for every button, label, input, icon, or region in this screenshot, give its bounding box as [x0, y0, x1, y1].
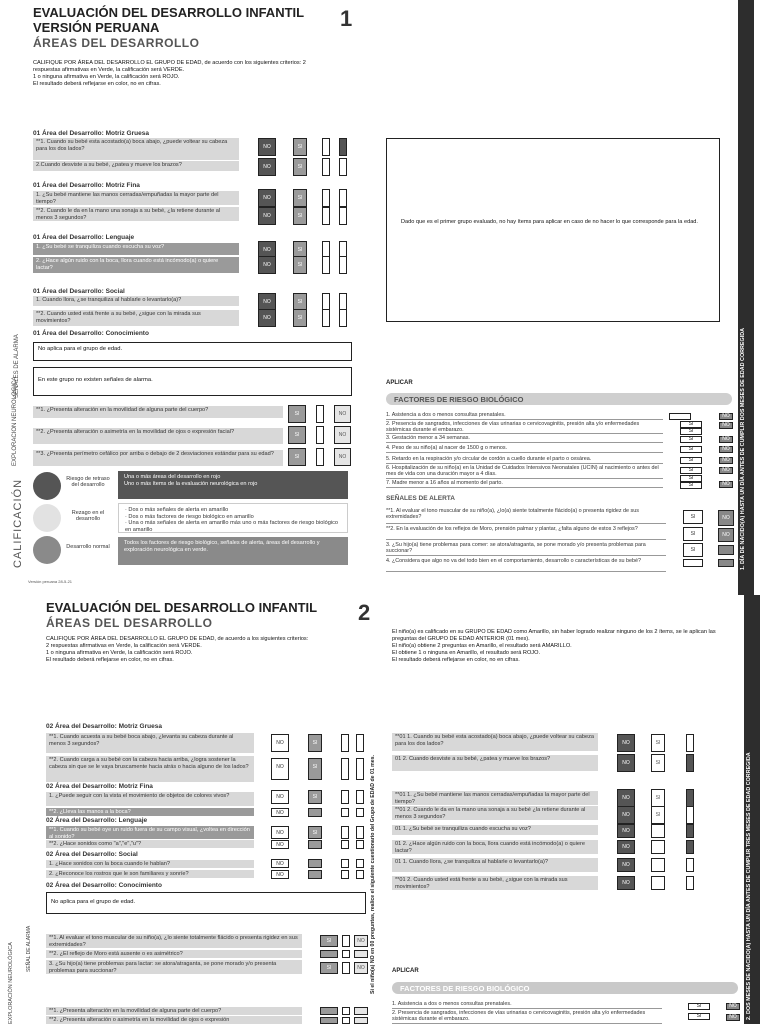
no-box[interactable] [354, 935, 368, 947]
result-box[interactable] [339, 207, 347, 225]
no-box[interactable] [617, 840, 635, 854]
si-box[interactable] [293, 138, 307, 156]
no-label: NO [622, 760, 630, 766]
result-box[interactable] [322, 189, 330, 207]
si-label: SI [312, 794, 318, 800]
instruction-line: 2 respuestas afirmativas en Verde, la calificación será VERDE. [46, 643, 202, 649]
si-label: SI [294, 454, 300, 460]
question-row: **1. Cuando su bebé esta acostado(a) boca abajo, ¿puede voltear su cabeza para los dos lados? [33, 138, 239, 160]
no-label: NO [276, 861, 284, 867]
no-aplica-box: No aplica para el grupo de edad. [46, 892, 366, 914]
si-box[interactable] [293, 256, 307, 274]
result-box[interactable] [356, 826, 364, 839]
no-box[interactable] [718, 559, 734, 567]
result-box[interactable] [339, 138, 347, 156]
no-label: NO [622, 844, 630, 850]
no-label: NO [276, 740, 284, 746]
no-box[interactable] [354, 1017, 368, 1024]
area-title: 01 Área del Desarrollo: Motriz Fina [33, 182, 140, 189]
aplicar-label: APLICAR [392, 968, 419, 974]
version-note: Versión peruana 28-5-21 [28, 579, 73, 584]
question-row: 1. ¿Hace sonidos con la boca cuando le hablan? [46, 860, 254, 868]
no-label: NO [276, 872, 284, 878]
si-box[interactable] [320, 962, 338, 974]
first-group-note: Dado que es el primer grupo evaluado, no hay ítems para aplicar en caso de no hacer lo que corresponde para la edad. [386, 138, 720, 322]
no-box[interactable] [258, 256, 276, 274]
result-box[interactable] [322, 207, 330, 225]
no-label: NO [263, 247, 271, 253]
no-label: NO [276, 794, 284, 800]
si-box[interactable]: SI [680, 482, 702, 489]
si-box[interactable]: SI [680, 475, 702, 482]
si-box[interactable] [320, 935, 338, 947]
neuro-item: **3. ¿Presenta perímetro cefálico por arriba o debajo de 2 desviaciones estándar para su edad? [33, 450, 283, 466]
alarm-box: En este grupo no existen señales de alarma. [33, 367, 352, 396]
no-box[interactable] [617, 754, 635, 772]
si-label: SI [312, 764, 318, 770]
result-box[interactable] [356, 808, 364, 817]
instruction-line: El resultado deberá reflejarse en color, no en cifras. [33, 81, 161, 87]
result-box[interactable] [341, 734, 349, 752]
no-box[interactable] [354, 962, 368, 974]
no-label: NO [276, 842, 284, 848]
si-label: SI [297, 144, 303, 150]
no-label: NO [622, 795, 630, 801]
si-box[interactable] [683, 510, 703, 524]
instruction-line: 1 o ninguna afirmativa en Verde, la calificación será ROJO. [33, 74, 180, 80]
question-row: 01 1. Cuando llora, ¿se tranquiliza al hablarle o levantarlo(a)? [392, 858, 598, 872]
no-box[interactable] [718, 510, 734, 526]
result-box[interactable] [342, 935, 350, 947]
page-title: EVALUACIÓN DEL DESARROLLO INFANTIL [33, 5, 305, 20]
no-box[interactable] [271, 790, 289, 804]
no-box[interactable]: NO [719, 422, 733, 429]
green-circle-icon [33, 536, 61, 564]
si-box[interactable] [651, 876, 665, 890]
risk-item: 4. Peso de su niño(a) al nacer de 1500 g o menos. [386, 445, 663, 453]
area-title: 02 Área del Desarrollo: Conocimiento [46, 882, 162, 889]
no-label: NO [722, 532, 730, 538]
no-label: NO [357, 965, 365, 971]
si-label: SI [297, 195, 303, 201]
result-box[interactable] [686, 858, 694, 872]
si-box[interactable] [288, 448, 306, 466]
si-box[interactable] [293, 207, 307, 225]
no-box[interactable] [617, 824, 635, 838]
si-label: SI [326, 938, 332, 944]
result-box[interactable] [341, 790, 349, 804]
result-box[interactable] [341, 859, 349, 868]
no-box[interactable]: NO [719, 457, 733, 464]
si-box[interactable] [651, 754, 665, 772]
si-box[interactable] [651, 824, 665, 838]
si-label: SI [655, 795, 661, 801]
si-box[interactable] [320, 950, 338, 958]
si-label: SI [690, 547, 696, 553]
question-row: 1. ¿Su bebé mantiene las manos cerradas/empuñadas la mayor parte del tiempo? [33, 191, 239, 205]
no-label: NO [622, 740, 630, 746]
page-number: 1 [340, 6, 353, 31]
result-box[interactable] [686, 824, 694, 838]
si-label: SI [655, 760, 661, 766]
risk-box[interactable] [669, 413, 691, 420]
result-box[interactable] [686, 876, 694, 890]
result-box[interactable] [356, 790, 364, 804]
no-label: NO [357, 938, 365, 944]
no-label: NO [263, 213, 271, 219]
area-title: 01 Área del Desarrollo: Motriz Gruesa [33, 130, 149, 137]
no-box[interactable] [271, 859, 289, 868]
no-label: NO [276, 810, 284, 816]
no-box[interactable] [258, 207, 276, 225]
result-box[interactable] [356, 758, 364, 780]
yellow-circle-icon [33, 504, 61, 532]
result-box[interactable] [356, 734, 364, 752]
no-label: NO [622, 812, 630, 818]
risk-item: 1. Asistencia a dos o menos consultas prenatales. [386, 412, 663, 420]
alarm-label: SEÑAL DE ALARMA [26, 925, 32, 972]
no-box[interactable]: NO [719, 481, 733, 488]
page-subtitle: ÁREAS DEL DESARROLLO [46, 616, 213, 630]
no-box[interactable] [354, 1007, 368, 1015]
instruction-line: El niño(a) obtiene 2 preguntas en Amarillo, el resultado será AMARILLO. [392, 643, 572, 649]
area-title: 02 Área del Desarrollo: Social [46, 851, 138, 858]
page-title-line-2: VERSIÓN PERUANA [33, 20, 160, 35]
question-row: **01 1. ¿Su bebé mantiene las manos cerradas/empuñadas la mayor parte del tiempo? [392, 791, 598, 805]
si-box[interactable] [683, 559, 703, 567]
no-box[interactable]: NO [719, 446, 733, 453]
result-box[interactable] [339, 256, 347, 274]
result-box[interactable] [322, 256, 330, 274]
no-box[interactable] [617, 734, 635, 752]
question-row: 2.Cuando desviste a su bebé, ¿patea y mueve los brazos? [33, 161, 239, 171]
si-label: SI [312, 740, 318, 746]
risk-item: 2. Presencia de sangrados, infecciones de vías urinarias o cervicovaginitis, presión alta y/o enfermedades sistémicas durante el embarazo. [386, 421, 663, 434]
result-box[interactable] [341, 870, 349, 879]
result-box[interactable] [341, 840, 349, 849]
area-title: 01 Área del Desarrollo: Lenguaje [33, 234, 135, 241]
neuro-label: EXPLORACIÓN NEUROLÓGICA [8, 942, 14, 1024]
no-box[interactable] [271, 734, 289, 752]
instruction-line: CALIFIQUE POR ÁREA DEL DESARROLLO EL GRUPO DE EDAD, de acuerdo con los siguientes criterios: 2 respuestas afirmativas en Verde, la calificación será VERDE. [33, 60, 306, 73]
alert-item: **1. Al evaluar el tono muscular de su niño(a), ¿lo(a) siente totalmente flácido(a) o presenta rigidez de sus extremidades? [386, 508, 666, 524]
instruction-line: 1 o ninguna afirmativa en Verde, la calificación será ROJO. [46, 650, 193, 656]
no-box[interactable]: NO [719, 436, 733, 443]
alert-item: 3. ¿Su hijo(a) tiene problemas para comer: se atora/atraganta, se pone morado y/o presenta problemas para succionar? [386, 542, 666, 556]
si-box[interactable] [293, 189, 307, 207]
calificacion-label: CALIFICACIÓN [12, 478, 24, 568]
risk-item: 7. Madre menor a 16 años al momento del parto. [386, 480, 663, 488]
no-label: NO [276, 830, 284, 836]
si-label: SI [312, 830, 318, 836]
question-row: 1. ¿Puede seguir con la vista el movimiento de objetos de colores vivos? [46, 792, 254, 806]
instructions [46, 636, 376, 664]
si-box[interactable] [651, 858, 665, 872]
alarm-item: 3. ¿Su hijo(a) tiene problemas para lactar: se atora/atraganta, se pone morado y/o presenta problemas para succionar? [46, 960, 302, 974]
question-row: 01 2. ¿Hace algún ruido con la boca, llora cuando está incómodo(a) o quiere lactar? [392, 840, 598, 854]
question-row: **2. ¿Hace sonidos como "a","e","u"? [46, 840, 254, 848]
no-label: NO [263, 315, 271, 321]
si-label: SI [690, 531, 696, 537]
no-label: NO [622, 862, 630, 868]
area-title: 01 Área del Desarrollo: Social [33, 288, 125, 295]
side-text: 2. DOS MESES DE NACIDO(A) HASTA UN DÍA ANTES DE CUMPLIR TRES MESES DE EDAD CORREGIDA [746, 752, 752, 1020]
no-box[interactable] [354, 950, 368, 958]
area-title: 01 Área del Desarrollo: Conocimiento [33, 330, 149, 337]
si-box[interactable] [320, 1017, 338, 1024]
no-box[interactable] [334, 448, 351, 466]
no-label: NO [263, 195, 271, 201]
result-box[interactable] [316, 405, 324, 423]
instruction-line: El resultado deberá reflejarse en color, no en cifras. [46, 657, 174, 663]
si-label: SI [294, 432, 300, 438]
area-title: 02 Área del Desarrollo: Lenguaje [46, 817, 148, 824]
result-box[interactable] [322, 309, 330, 327]
no-box[interactable] [617, 858, 635, 872]
no-label: NO [276, 764, 284, 770]
si-box[interactable] [293, 309, 307, 327]
si-box[interactable] [651, 734, 665, 752]
result-box[interactable] [342, 1007, 350, 1015]
no-label: NO [622, 880, 630, 886]
no-box[interactable] [258, 189, 276, 207]
result-box[interactable] [686, 840, 694, 854]
no-box[interactable] [334, 405, 351, 423]
no-label: NO [263, 164, 271, 170]
si-label: SI [297, 247, 303, 253]
neuro-item: **1. ¿Presenta alteración en la movilidad de alguna parte del cuerpo? [33, 406, 283, 418]
alarm-item: **1. Al evaluar el tono muscular de su niño(a), ¿lo siente totalmente flácido o presenta rigidez en sus extremidades? [46, 934, 302, 948]
question-row: **2. Cuando carga a su bebé con la cabeza hacia arriba, ¿logra sostener la cabeza sin que se le vaya bruscamente hacia atrás o hacia alguno de los lados? [46, 756, 254, 782]
si-box[interactable] [308, 758, 322, 780]
no-box[interactable] [271, 758, 289, 780]
question-row: **2. ¿Lleva las manos a la boca? [46, 808, 254, 816]
si-box[interactable] [308, 826, 322, 839]
page-title: EVALUACIÓN DEL DESARROLLO INFANTIL [46, 600, 318, 615]
si-box[interactable] [651, 806, 665, 824]
instruction-line: El obtiene 1 o ninguna en Amarillo, el resultado será ROJO. [392, 650, 541, 656]
question-row: 2. ¿Hace algún ruido con la boca, llora cuando está incómodo(a) o quiere lactar? [33, 257, 239, 273]
alert-item: **2. En la evaluación de los reflejos de Moro, prensión palmar y plantar, ¿falta alguno de estos 3 reflejos? [386, 526, 666, 540]
legend-name: Riesgo de retraso del desarrollo [66, 476, 110, 488]
neuro-item: **2. ¿Presenta alteración o asimetría en la movilidad de ojos o expresión facial? [33, 428, 283, 444]
si-box[interactable] [651, 789, 665, 807]
no-box[interactable]: NO [726, 1003, 740, 1010]
result-box[interactable] [686, 806, 694, 824]
no-box[interactable] [271, 840, 289, 849]
no-label: NO [263, 144, 271, 150]
result-box[interactable] [316, 448, 324, 466]
si-box[interactable]: SI [680, 457, 702, 464]
result-box[interactable] [342, 1017, 350, 1024]
no-label: NO [722, 515, 730, 521]
no-box[interactable] [718, 545, 734, 555]
si-box[interactable] [308, 870, 322, 879]
question-row: **01 1. Cuando su bebé esta acostado(a) boca abajo, ¿puede voltear su cabeza para los dos lados? [392, 733, 598, 751]
legend-name: Rezago en el desarrollo [71, 510, 105, 522]
neuro-item: **1. ¿Presenta alteración en la movilidad de alguna parte del cuerpo? [46, 1007, 302, 1015]
no-box[interactable] [271, 808, 289, 817]
result-box[interactable] [322, 158, 330, 176]
si-box[interactable]: SI [680, 421, 702, 428]
neuro-label: EXPLORACIÓN NEUROLÓGICA [12, 376, 18, 466]
no-box[interactable] [617, 876, 635, 890]
si-box[interactable] [308, 840, 322, 849]
si-label: SI [297, 213, 303, 219]
question-row: **1. Cuando su bebé oye un ruido fuera de su campo visual, ¿voltea en dirección al sonido? [46, 826, 254, 839]
no-aplica-box: No aplica para el grupo de edad. [33, 342, 352, 361]
no-box[interactable] [258, 158, 276, 176]
si-label: SI [297, 299, 303, 305]
legend-text: Todos los factores de riesgo biológico, señales de alerta, áreas del desarrollo y exploración neurológica en verde. [118, 537, 348, 565]
no-box[interactable] [258, 138, 276, 156]
si-box[interactable]: SI [680, 428, 702, 435]
result-box[interactable] [341, 758, 349, 780]
question-row: 1. ¿Su bebé se tranquiliza cuando escucha su voz? [33, 243, 239, 255]
result-box[interactable] [339, 189, 347, 207]
si-label: SI [297, 262, 303, 268]
no-label: NO [263, 262, 271, 268]
result-box[interactable] [342, 950, 350, 958]
si-box[interactable]: SI [680, 467, 702, 474]
result-box[interactable] [686, 734, 694, 752]
no-box[interactable] [617, 806, 635, 824]
no-label: NO [338, 432, 347, 438]
si-box[interactable] [320, 1007, 338, 1015]
no-box[interactable] [718, 528, 734, 542]
result-box[interactable] [339, 158, 347, 176]
alarm-item: **2. ¿El reflejo de Moro está ausente o es asimétrico? [46, 950, 302, 958]
no-box[interactable] [258, 309, 276, 327]
si-box[interactable] [288, 405, 306, 423]
instructions-right [392, 629, 722, 664]
si-box[interactable] [308, 790, 322, 804]
legend-name: Desarrollo normal [66, 544, 110, 550]
question-row: **01 2. Cuando le da en la mano una sonaja a su bebé ¿la retiene durante al menos 3 segundos? [392, 806, 598, 820]
si-label: SI [655, 740, 661, 746]
risk-item: 1. Asistencia a dos o menos consultas prenatales. [392, 1001, 662, 1009]
si-box[interactable] [308, 859, 322, 868]
no-box[interactable] [617, 789, 635, 807]
alert-item: 4. ¿Considera que algo no va del todo bien en el comportamiento, desarrollo o características de su bebé? [386, 558, 666, 572]
no-box[interactable]: NO [719, 413, 733, 420]
legend-text: Una o más áreas del desarrollo en rojo Uno o más ítems de la evaluación neurológica en rojo [118, 471, 348, 499]
red-circle-icon [33, 472, 61, 500]
question-row: **2. Cuando usted está frente a su bebé, ¿sigue con la mirada sus movimientos? [33, 310, 239, 326]
no-box[interactable] [334, 426, 351, 444]
si-box[interactable]: SI [688, 1013, 710, 1020]
question-row: **2. Cuando le da en la mano una sonaja a su bebé, ¿la retiene durante al menos 3 segundos? [33, 207, 239, 221]
question-row: 01 2. Cuando desviste a su bebé, ¿patea y mueve los brazos? [392, 755, 598, 771]
si-label: SI [326, 965, 332, 971]
si-label: SI [297, 164, 303, 170]
si-box[interactable] [288, 426, 306, 444]
si-box[interactable]: SI [680, 436, 702, 443]
result-box[interactable] [356, 859, 364, 868]
page-number: 2 [358, 600, 371, 625]
instructions [33, 60, 333, 88]
question-row: 1. Cuando llora, ¿se tranquiliza al hablarle o levantarlo(a)? [33, 296, 239, 306]
si-label: SI [294, 411, 300, 417]
si-box[interactable] [308, 808, 322, 817]
no-label: NO [338, 411, 347, 417]
risk-title: FACTORES DE RIESGO BIOLÓGICO [392, 982, 738, 994]
si-box[interactable] [683, 527, 703, 541]
si-box[interactable] [293, 158, 307, 176]
legend-text: · Dos o más señales de alerta en amarillo · Dos o más factores de riesgo biológico en amarillo · Una o más señales de alerta en amarillo más uno o más factores de riesgo biológico en amarillo [118, 503, 348, 533]
risk-title: FACTORES DE RIESGO BIOLÓGICO [386, 393, 732, 405]
si-label: SI [297, 315, 303, 321]
side-text: 1. DÍA DE NACIDO(A) HASTA UN DÍA ANTES DE CUMPLIR DOS MESES DE EDAD CORREGIDA [740, 328, 746, 570]
aplicar-label: APLICAR [386, 380, 413, 386]
instruction-line: CALIFIQUE POR ÁREA DEL DESARROLLO EL GRUPO DE EDAD, de acuerdo a los siguientes criterios: [46, 636, 309, 642]
risk-item: 3. Gestación menor a 34 semanas. [386, 435, 663, 443]
no-label: NO [622, 828, 630, 834]
question-row: 2. ¿Reconoce los rostros que le son familiares y sonríe? [46, 870, 254, 878]
risk-item: 2. Presencia de sangrados, infecciones de vías urinarias o cervicovaginitis, presión alta y/o enfermedades sistémicas durante el embarazo. [392, 1010, 662, 1024]
result-box[interactable] [356, 840, 364, 849]
question-row: **1. Cuando acuesta a su bebé boca abajo, ¿levanta su cabeza durante al menos 3 segundos? [46, 733, 254, 753]
area-title: 02 Área del Desarrollo: Motriz Fina [46, 783, 153, 790]
si-label: SI [690, 514, 696, 520]
result-box[interactable] [341, 808, 349, 817]
si-box[interactable] [683, 543, 703, 557]
no-box[interactable]: NO [726, 1014, 740, 1021]
neuro-item: **2. ¿Presenta alteración o asimetría en la movilidad de ojos o expresión [46, 1016, 302, 1024]
result-box[interactable] [316, 426, 324, 444]
result-box[interactable] [339, 309, 347, 327]
alert-title: SEÑALES DE ALERTA [386, 495, 455, 502]
result-box[interactable] [342, 962, 350, 974]
si-box[interactable] [308, 734, 322, 752]
result-box[interactable] [341, 826, 349, 839]
result-box[interactable] [686, 754, 694, 772]
result-box[interactable] [356, 870, 364, 879]
no-box[interactable] [271, 826, 289, 839]
si-box[interactable]: SI [688, 1003, 710, 1010]
result-box[interactable] [322, 138, 330, 156]
instruction-line: El resultado deberá reflejarse en color, no en cifras. [392, 657, 520, 663]
question-row: 01 1. ¿Su bebé se tranquiliza cuando escucha su voz? [392, 825, 598, 835]
si-box[interactable] [651, 840, 665, 854]
alarm-label: SEÑALES DE ALARMA [14, 334, 20, 398]
question-row: **01 2. Cuando usted está frente a su bebé, ¿sigue con la mirada sus movimientos? [392, 876, 598, 890]
no-label: NO [263, 299, 271, 305]
risk-item: 5. Retardo en la respiración y/o circular de cordón a cuello durante el parto o cesárea. [386, 456, 663, 464]
no-label: NO [338, 454, 347, 460]
middle-vertical-text: Si el niño(a) NO en 00 preguntas, realice el siguiente cuestionario del Grupo de EDAD de 01 mes. [370, 755, 376, 995]
si-label: SI [655, 812, 661, 818]
area-title: 02 Área del Desarrollo: Motriz Gruesa [46, 723, 162, 730]
risk-item: 6. Hospitalización de su niño(a) en la Unidad de Cuidados Intensivos Neonatales (UCIN) al nacimiento o antes del mes de vida con una duración mayor a 4 días. [386, 465, 663, 479]
si-box[interactable]: SI [680, 446, 702, 453]
instruction-line: El niño(a) es calificado en su GRUPO DE EDAD como Amarillo, sin haber logrado realizar ninguno de los 2 ítems, se le aplican las preguntas del GRUPO DE EDAD ANTERIOR (01 mes). [392, 629, 716, 642]
result-box[interactable] [686, 789, 694, 807]
no-box[interactable]: NO [719, 467, 733, 474]
page-subtitle: ÁREAS DEL DESARROLLO [33, 36, 200, 50]
no-box[interactable] [271, 870, 289, 879]
